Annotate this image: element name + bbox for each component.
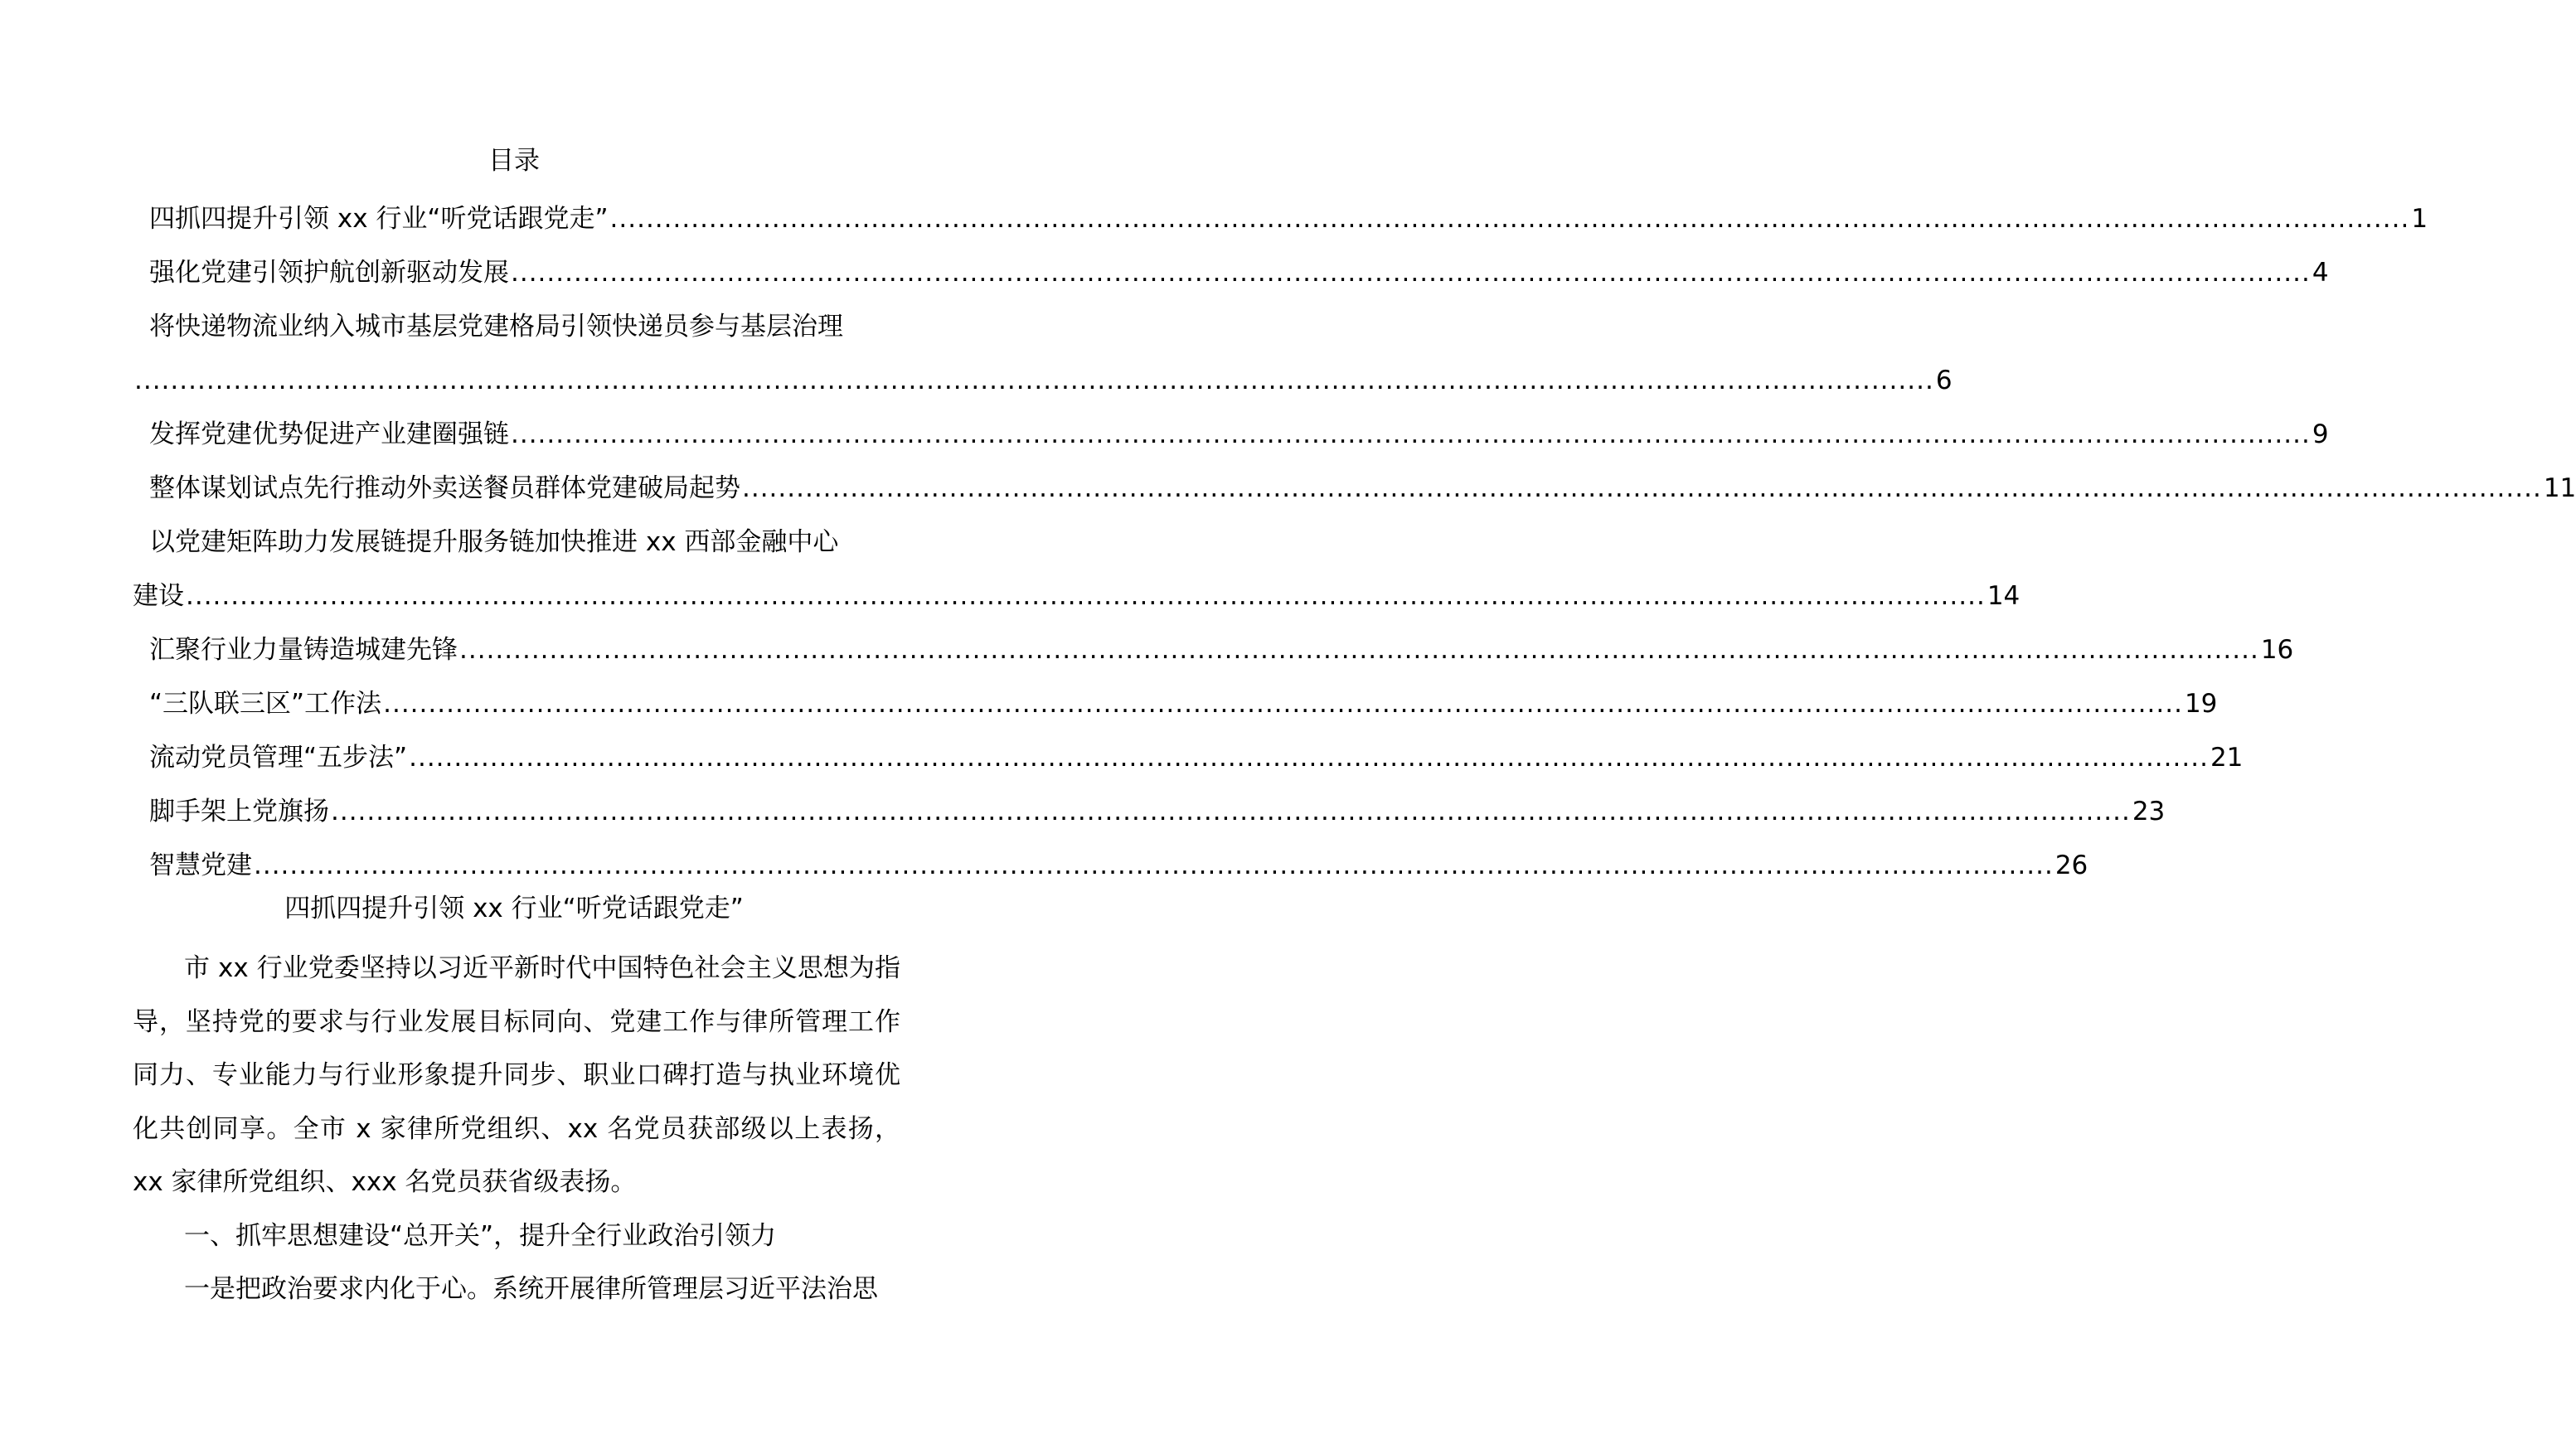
toc-entry-text: 智慧党建 bbox=[149, 851, 252, 880]
toc-page-number: 26 bbox=[2054, 851, 2088, 880]
body-paragraph: 一是把政治要求内化于心。系统开展律所管理层习近平法治思 bbox=[184, 1274, 878, 1304]
toc-leader-dots: ........................................................................................................................................................................................................ bbox=[409, 743, 2209, 773]
toc-entry[interactable] bbox=[133, 408, 2329, 462]
toc-entry-text: 将快递物流业纳入城市基层党建格局引领快递员参与基层治理 bbox=[149, 312, 843, 342]
toc-page-number: 21 bbox=[2210, 743, 2244, 773]
toc-entry-text: 整体谋划试点先行推动外卖送餐员群体党建破局起势 bbox=[149, 473, 740, 503]
toc-page-number: 19 bbox=[2184, 689, 2218, 719]
toc-entry[interactable] bbox=[133, 246, 2329, 300]
toc-entry[interactable] bbox=[133, 623, 2294, 677]
toc-title: 目录 bbox=[488, 146, 540, 176]
toc-leader-dots: ........................................................................................................................................................................................................ bbox=[742, 473, 2542, 503]
toc-page-number: 16 bbox=[2260, 635, 2294, 665]
toc-page-number: 6 bbox=[1935, 366, 1953, 395]
toc-leader-dots: ........................................................................................................................................................................................................ bbox=[511, 258, 2311, 288]
toc-page-number: 4 bbox=[2312, 258, 2329, 288]
toc-entry-text: 强化党建引领护航创新驱动发展 bbox=[149, 258, 509, 288]
toc-leader-dots: ........................................................................................................................................................................................................ bbox=[186, 581, 1986, 611]
toc-entry[interactable] bbox=[133, 839, 2088, 893]
toc-leader-dots: ........................................................................................................................................................................................................ bbox=[383, 689, 2183, 719]
toc-entry-text: 脚手架上党旗扬 bbox=[149, 797, 329, 826]
toc-entry[interactable] bbox=[133, 785, 2166, 839]
toc-leader-dots: ........................................................................................................................................................................................................ bbox=[609, 204, 2410, 234]
body-paragraph: 市 xx 行业党委坚持以习近平新时代中国特色社会主义思想为指导，坚持党的要求与行业发展目标同向、党建工作与律所管理工作同力、专业能力与行业形象提升同步、职业口碑打造与执业环境优化共创同享。全市 x 家律所党组织、xx 名党员获部级以上表扬，xx 家律所党组织、xxx 名党员获省级表扬。 bbox=[133, 953, 900, 1197]
table-of-contents bbox=[133, 192, 2576, 893]
toc-page-number: 9 bbox=[2312, 419, 2329, 449]
toc-entry-text-continued: 建设 bbox=[133, 581, 184, 611]
toc-entry[interactable] bbox=[133, 462, 2576, 516]
toc-entry-text: 汇聚行业力量铸造城建先锋 bbox=[149, 635, 458, 665]
toc-page-number: 1 bbox=[2411, 204, 2428, 234]
toc-page-number: 23 bbox=[2132, 797, 2166, 826]
toc-leader-dots: ........................................................................................................................................................................................................ bbox=[511, 419, 2311, 449]
article-title: 四抓四提升引领 xx 行业“听党话跟党走” bbox=[284, 894, 744, 923]
toc-entry-text: 以党建矩阵助力发展链提升服务链加快推进 xx 西部金融中心 bbox=[149, 527, 839, 557]
toc-entry-text: 流动党员管理“五步法” bbox=[149, 743, 408, 773]
toc-leader-dots: ........................................................................................................................................................................................................ bbox=[134, 366, 1934, 395]
section-heading: 一、抓牢思想建设“总开关”，提升全行业政治引领力 bbox=[184, 1220, 777, 1251]
toc-leader-dots: ........................................................................................................................................................................................................ bbox=[331, 797, 2131, 826]
toc-entry[interactable] bbox=[133, 300, 1953, 408]
toc-entry[interactable] bbox=[133, 192, 2428, 246]
toc-entry[interactable] bbox=[133, 677, 2218, 731]
toc-page-number: 14 bbox=[1987, 581, 2021, 611]
toc-leader-dots: ........................................................................................................................................................................................................ bbox=[459, 635, 2259, 665]
toc-entry[interactable] bbox=[133, 516, 2021, 623]
toc-entry-text: 发挥党建优势促进产业建圈强链 bbox=[149, 419, 509, 449]
toc-entry[interactable] bbox=[133, 731, 2244, 785]
toc-entry-text: “三队联三区”工作法 bbox=[149, 689, 382, 719]
toc-page-number: 11 bbox=[2543, 473, 2576, 503]
toc-leader-dots: ........................................................................................................................................................................................................ bbox=[254, 851, 2054, 880]
article-body bbox=[133, 942, 900, 1316]
toc-entry-text: 四抓四提升引领 xx 行业“听党话跟党走” bbox=[149, 204, 609, 234]
